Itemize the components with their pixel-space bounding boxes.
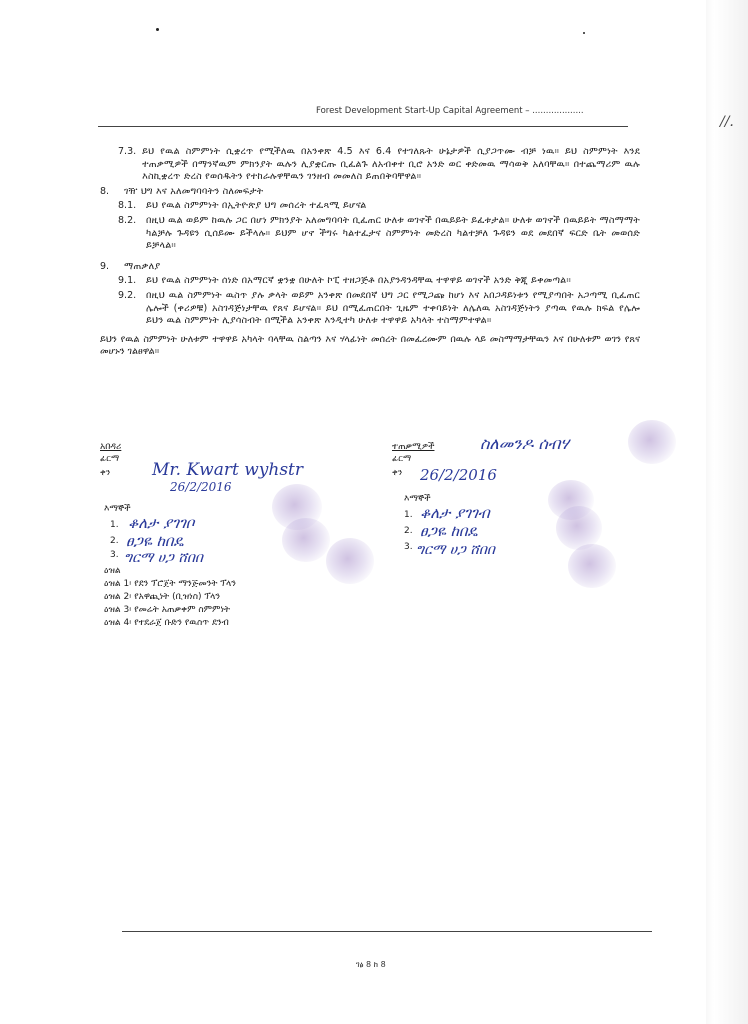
party-title: አበዳሪ: [100, 442, 122, 452]
agreement-body: [100, 146, 640, 359]
signature-section: [100, 434, 660, 662]
footer-rule: [122, 931, 652, 932]
scan-speck: [583, 32, 585, 34]
lender-signature: Mr. Kwart wyhstr: [152, 460, 304, 480]
annex-item: ዕዝል 2፡ የአዋጪነት (ቢዝነስ) ፕላን: [104, 592, 221, 602]
beneficiary-witness-number: 3.: [404, 542, 413, 552]
beneficiary-witness-name: ፀጋዬ ከበዴ: [420, 522, 478, 540]
section-number: 9.: [100, 260, 110, 272]
clause-text: ይህ የዉል ስምምነት በኢትዮጵያ ህግ መሰረት ተፈጻሚ ይሆናል: [146, 200, 367, 212]
header-rule: [98, 126, 628, 127]
closing-statement: ይህን የዉል ስምምነት ሁለቱም ተዋዋይ አካላት ባላቸዉ ስልጣን እና ሃላፊነት መሰረት በመፈረሙም በዉሉ ላይ መስማማታቸዉን እና በሁለቱም ወገን የጸና መሆኑን ገልፀዋል።: [100, 333, 640, 358]
date-label: ቀን: [392, 468, 403, 478]
lender-witness-name: ፀጋዬ ከበዴ: [126, 532, 184, 550]
clause-number: 9.2.: [118, 289, 137, 301]
beneficiary-witness-name: ግርማ ሀጋ ሸበበ: [416, 542, 495, 558]
annex-list: [104, 565, 236, 630]
lender-witness-name: ግርማ ሀጋ ሸበበ: [124, 550, 203, 566]
lender-witness-number: 3.: [110, 550, 119, 560]
clause-text: በዚህ ዉል ወይም ከዉሉ ጋር በሆነ ምክንያት አለመግባባት ቢፈጠር ሁለቱ ወገኖች በዉይይት ይፈቱታል። ሁለቱ ወገኖች በዉይይት ማስማማት ካልቻሉ ጉዳዩን ሲሰይሙ ይችላሉ። ይህም ሆኖ ችግሩ ካልተፈታና ስምምነት መድረስ ካልተቻለ ጉዳዩን ወደ መደበኛ ፍርድ ቤት መወሰድ ይቻላል።: [146, 214, 640, 252]
section-8-heading: [100, 186, 640, 199]
clause-number: 9.1.: [118, 275, 137, 287]
beneficiary-witness-number: 2.: [404, 526, 413, 536]
clause-8-2: [100, 215, 640, 253]
scan-speck: [156, 28, 159, 31]
beneficiary-witness-title: እማኞች: [404, 494, 431, 504]
annex-item: ዕዝል 4፡ የተደራጀ ቡድን የዉስጥ ደንብ: [104, 618, 229, 628]
document-header-title: Forest Development Start-Up Capital Agreement – ...................: [316, 106, 584, 116]
adjacent-page-edge: [700, 0, 748, 1024]
section-title: ገዥ ህግ እና አለመግባባትን ስለመፍታት: [124, 185, 264, 197]
clause-7-3: [100, 146, 640, 184]
annex-item: ዕዝል 3፡ የመሬት አጠቃቀም ስምምነት: [104, 605, 231, 615]
beneficiary-signature-date: 26/2/2016: [420, 466, 497, 484]
lender-witness-number: 1.: [110, 520, 119, 530]
beneficiary-signature: ስለመንዶ ሰብሃ: [480, 434, 570, 453]
section-9-heading: [100, 261, 640, 274]
beneficiary-witness-name: ቆለታ ያገገብ: [420, 504, 490, 522]
edge-mark: //.: [720, 114, 734, 130]
clause-text: ይህ የዉል ስምምነት ሲቋረጥ የሚችለዉ በአንቀጽ 4.5 እና 6.4 የተገለጹት ሁኔታዎች ሲያጋጥሙ ብቻ ነዉ። ይህ ስምምነት እንደ ተጠቃሚዎች በማንኛዉም ምክንያት ዉሉን ሊያቋርጡ ቢፈልጉ ለአብቀተ ቢሮ አንድ ወር ቀድመዉ ማሳወቅ አለባቸዉ። በተጨማሪም ዉሉ እስኪቋረጥ ድረስ የወሰዱትን የተከራሉዋቸዉን ገንዘብ መመለስ ይጠበቅባቸዋል።: [142, 146, 640, 183]
clause-9-2: [100, 290, 640, 328]
clause-number: 7.3.: [118, 146, 137, 157]
signature-label: ፊርማ: [100, 454, 120, 464]
annex-title: ዕዝል: [104, 566, 121, 576]
clause-number: 8.1.: [118, 200, 137, 212]
lender-witness-title: እማኞች: [104, 504, 131, 514]
clause-number: 8.2.: [118, 214, 137, 226]
clause-8-1: [100, 200, 640, 213]
lender-witness-name: ቆለታ ያገገቦ: [128, 514, 195, 532]
lender-signature-date: 26/2/2016: [170, 480, 232, 494]
page-number: ገፅ 8 ከ 8: [356, 960, 386, 969]
clause-text: ይህ የዉል ስምምነት ሰነድ በአማርኛ ቋንቋ በሁለት ኮፒ ተዘጋጅቶ በአያንዳንዳቸዉ ተዋዋይ ወገኖች አንድ ቅጂ ይቀመጣል።: [146, 275, 572, 287]
section-number: 8.: [100, 185, 110, 197]
clause-text: በዚህ ዉል ስምምነት ዉስጥ ያሉ ቃላት ወይም አንቀጽ በመደበኛ ህግ ጋር የሚጋጩ ከሆነ እና አበጋዳይነቱን የሚያጣበት አጋጣሚ ቢፈጠር ሌሎች (ቀሪዎቹ) አስገዳጅነታቸዉ የጸና ይሆናል። ይህ በሚፈጠርበት ጊዜም ተቀባይነት ለሌለዉ አስገዳጅነትን ያጣዉ የዉሉ ክፍል የሌሎ ይህን ዉል ስምምነት ሊያሳስብት በሚችል አንቀጽ እንዲተካ ሁለቱ ተዋዋይ አካላት ተስማምተዋል።: [146, 289, 640, 327]
beneficiary-witness-number: 1.: [404, 510, 413, 520]
clause-9-1: [100, 275, 640, 288]
section-title: ማጠቃለያ: [124, 260, 161, 272]
date-label: ቀን: [100, 468, 111, 478]
lender-signature-block: [100, 442, 121, 478]
party-title: ተጠቃሚዎች: [392, 442, 435, 452]
signature-label: ፊርማ: [392, 454, 412, 464]
annex-item: ዕዝል 1፡ የደን ፕሮጀት ማንጅመንት ፕላን: [104, 579, 236, 589]
lender-witness-number: 2.: [110, 536, 119, 546]
